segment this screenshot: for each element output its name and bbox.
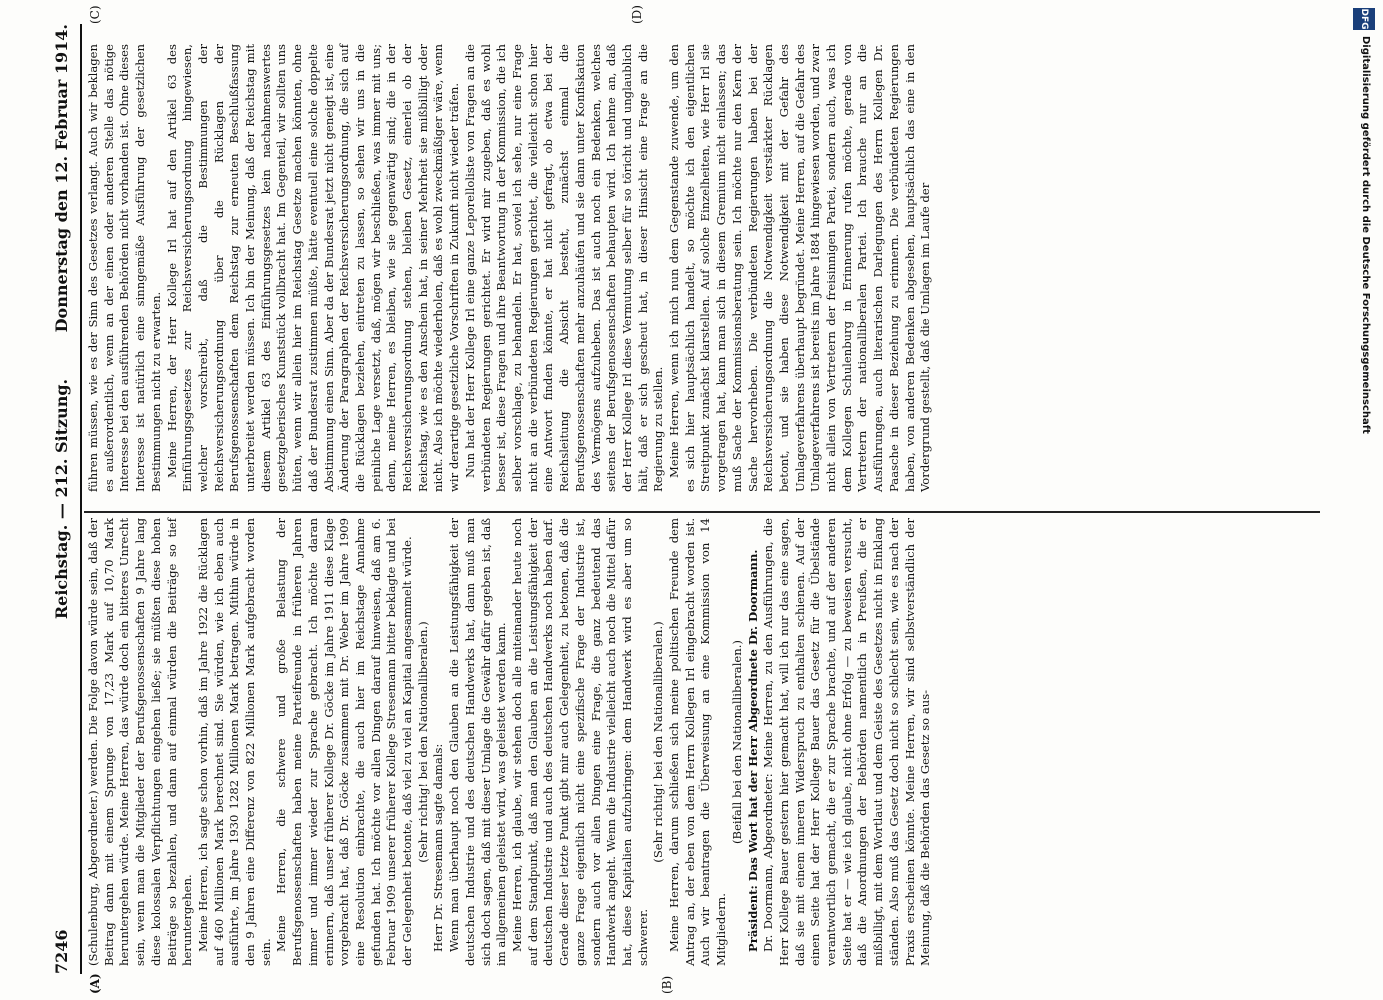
paragraph: Meine Herren, die schwere und große Belastung der Berufsgenossenschaften haben meine Parteifreunde in früheren Jahren immer und immer wieder zur Sprache gebracht. Ich möchte daran erinnern, daß unser früherer Kollege Dr. Göcke im Jahre 1911 diese Klage vorgebracht hat, daß Dr. Göcke zusammen mit Dr. Weber im Jahre 1909 eine Resolution einbrachte, die auch hier im Reichstage Annahme gefunden hat. Ich möchte vor allen Dingen darauf hinweisen, daß am 6. Februar 1909 unserer früherer Kollege Stresemann bitter beklagte und bei der Gelegenheit betonte, daß viel zu viel an Kapital angesammelt würde. [274,518,415,966]
interjection: (Beifall bei den Nationalliberalen.) [729,640,744,844]
paragraph: Meine Herren, ich glaube, wir stehen doch alle miteinander heute noch auf dem Standpunkt, daß man den Glauben an die Leistungsfähigkeit der deutschen Industrie und auch des deutschen Handwerks noch haben darf. Gerade dieser letzte Punkt gibt mir auch Gelegenheit, zu betonen, daß die ganze Frage eigentlich nicht eine spezifische Frage der Industrie ist, sondern auch vor allen Dingen eine Frage, die ganz bedeutend das Handwerk angeht. Wenn die Industrie vielleicht auch noch die Mittel dafür hat, diese Kapitalien aufzubringen: dem Handwerk wird es aber um so schwerer. [509,518,650,966]
session-date: Donnerstag den 12. Februar 1914. [52,24,71,333]
paragraph: Meine Herren, darum schließen sich meine politischen Freunde dem Antrag an, der eben von dem Herrn Kollegen Irl eingebracht worden ist. Auch wir beantragen die Überweisung an eine Kommission von 14 Mitgliedern. [667,518,729,966]
quotation: Wenn man überhaupt noch den Glauben an die Leistungsfähigkeit der deutschen Industrie und des deutschen Handwerks hat, dann muß man sich doch sagen, daß mit dieser Umlage die Gewähr dafür gegeben ist, daß im allgemeinen geleistet wird, was geleistet werden kann. [447,518,509,966]
margin-marker-a: (A) [88,973,102,994]
side-strip [1342,0,1383,1000]
speaker-announcement: Präsident: Das Wort hat der Herr Abgeordnete Dr. Doormann. [745,549,760,952]
margin-marker-b: (B) [660,975,674,994]
page-number: 7246 [52,929,71,974]
paragraph: führen müssen, wie es der Sinn des Gesetzes verlangt. Auch wir beklagen es außerordentlich, wenn an der einen oder anderen Stelle das nötige Interesse bei den ausführenden Behörden nicht vorhanden ist. Ohne dieses Interesse ist natürlich eine sinngemäße Ausführung der gesetzlichen Bestimmungen nicht zu erwarten. [86,44,163,492]
paragraph: Dr. Doormann, Abgeordneter: Meine Herren, zu den Ausführungen, die Herr Kollege Bauer gestern hier gemacht hat, will ich nur das eine sagen, daß sie mit einem inneren Widerspruch zu enthalten schienen. Auf der einen Seite hat der Herr Kollege Bauer das Gesetz für die Übelstände verantwortlich gemacht, die er zur Sprache brachte, und auf der anderen Seite hat er — wie ich glaube, nicht ohne Erfolg — zu beweisen versucht, daß die Anordnungen der Behörden namentlich in Preußen, die er mißbilligt, mit dem Wortlaut und dem Geiste des Gesetzes nicht in Einklang ständen. Also muß das Gesetz doch nicht so schlecht sein, wie es nach der Praxis erscheinen könnte. Meine Herren, wir sind selbstverständlich der Meinung, daß die Behörden das Gesetz so aus- [761,518,933,966]
right-column [86,44,934,492]
session-title: Reichstag. — 212. Sitzung. [52,378,71,620]
header-rule [80,24,82,974]
paragraph: Meine Herren, wenn ich mich nun dem Gegenstande zuwende, um den es sich hier hauptsächlich handelt, so möchte ich den eigentlichen Streitpunkt zunächst klarstellen. Auf solche Einzelheiten, wie Herr Irl sie vorgetragen hat, kann man sich in diesem Gremium nicht einlassen; das muß Sache der Kommissionsberatung sein. Ich möchte nur den Kern der Sache hervorheben. Die verbündeten Regierungen haben bei der Reichsversicherungsordnung die Notwendigkeit verstärkter Rücklagen betont, und sie haben diese Notwendigkeit mit der Gefahr des Umlageverfahrens überhaupt begründet. Meine Herren, auf die Gefahr des Umlageverfahrens ist bereits im Jahre 1884 hingewiesen worden, und zwar nicht allein von Vertretern der freisinnigen Partei, sondern auch, was ich dem Kollegen Schulenburg in Erinnerung rufen möchte, gerade von Vertretern der nationalliberalen Partei. Ich brauche nur an die Ausführungen, auch literarischen Darlegungen des Herrn Kollegen Dr. Paasche in dieser Beziehung zu erinnern. Die verbündeten Regierungen haben, von anderen Bedenken abgesehen, hauptsächlich das eine in den Vordergrund gestellt, daß die Umlagen im Laufe der [667,44,933,492]
dfg-logo: DFG [1353,8,1375,30]
margin-marker-c: (C) [88,5,102,24]
left-column [86,518,934,966]
margin-marker-d: (D) [630,5,644,24]
paragraph: (Schulenburg, Abgeordneter.) werden. Die Folge davon würde sein, daß der Beitrag dann mit einem Sprunge von 17,23 Mark auf 10,70 Mark heruntergehen würde. Meine Herren, das würde doch ein bitteres Unrecht sein, wenn man die Mitglieder der Berufsgenossenschaften 9 Jahre lang diese kolossalen Verpflichtungen eingehen ließe; sie müßten diese hohen Beiträge so bezahlen, und dann auf einmal würden die Beiträge so tief heruntergehen. [86,518,195,966]
paragraph: Herr Dr. Stresemann sagte damals: [431,743,446,952]
watermark-bar [1342,0,1383,1000]
interjection: (Sehr richtig! bei den Nationalliberalen.) [415,621,430,863]
interjection: (Sehr richtig! bei den Nationalliberalen.) [651,621,666,863]
paragraph: Meine Herren, ich sagte schon vorhin, daß im Jahre 1922 die Rücklagen auf 460 Millionen Mark berechnet sind. Sie würden, wie ich eben auch ausführte, im Jahre 1930 1282 Millionen Mark betragen. Mithin würde in den 9 Jahren eine Differenz von 822 Millionen Mark aufgebracht worden sein. [195,518,273,966]
column-divider [84,511,1320,513]
digitization-credit: Digitalisierung gefördert durch die Deutsche Forschungsgemeinschaft [1360,36,1371,434]
page-header [52,24,78,974]
paragraph: Meine Herren, der Herr Kollege Irl hat auf den Artikel 63 des Einführungsgesetzes zur Reichsversicherungsordnung hingewiesen, welcher vorschreibt, daß die Bestimmungen der Reichsversicherungsordnung über die Rücklagen der Berufsgenossenschaften dem Reichstag zur erneuten Beschlußfassung unterbreitet werden müssen. Ich bin der Meinung, daß der Reichstag mit diesem Artikel 63 des Einführungsgesetzes kein nachahmenswertes gesetzgeberisches Kunststück vollbracht hat. Im Gegenteil, wir sollten uns hüten, wenn wir allein hier im Reichstag Gesetze machen könnten, ohne daß der Bundesrat zustimmen müßte, hätte eventuell eine solche doppelte Abstimmung einen Sinn. Aber da der Bundesrat jetzt nicht geneigt ist, eine Änderung der Paragraphen der Reichsversicherungsordnung, die sich auf die Rücklagen beziehen, eintreten zu lassen, so sehen wir uns in die peinliche Lage versetzt, daß, mögen wir beschließen, was immer mit uns; denn, meine Herren, es bleiben, wie sie gegenwärtig sind; die in der Reichsversicherungsordnung stehen, bleiben Gesetz, einerlei ob der Reichstag, wie es den Anschein hat, in seiner Mehrheit sie mißbilligt oder nicht. Also ich möchte wiederholen, daß es wohl zweckmäßiger wäre, wenn wir derartige gesetzliche Vorschriften in Zukunft nicht wieder träfen. [164,44,462,492]
paragraph: Nun hat der Herr Kollege Irl eine ganze Leporelloliste von Fragen an die verbündeten Regierungen gerichtet. Er wird mir zugeben, daß es wohl besser ist, diese Fragen und ihre Beantwortung in der Kommission, die ich selber vorschlage, zu behandeln. Er hat, soviel ich sehe, nur eine Frage nicht an die verbündeten Regierungen gerichtet, die vielleicht schon hier eine Antwort finden könnte, er hat nicht gefragt, ob etwa bei der Reichsleitung die Absicht besteht, zunächst einmal die Berufsgenossenschaften mehr anzuhäufen und sie dann unter Konfiskation des Vermögens aufzuheben. Das ist auch noch ein Bedenken, welches seitens der Berufsgenossenschaften behaupten wird. Ich nehme an, daß der Herr Kollege Irl diese Vermutung selber für so töricht und unglaublich hält, daß er sich gescheut hat, in dieser Hinsicht eine Frage an die Regierung zu stellen. [462,44,666,492]
